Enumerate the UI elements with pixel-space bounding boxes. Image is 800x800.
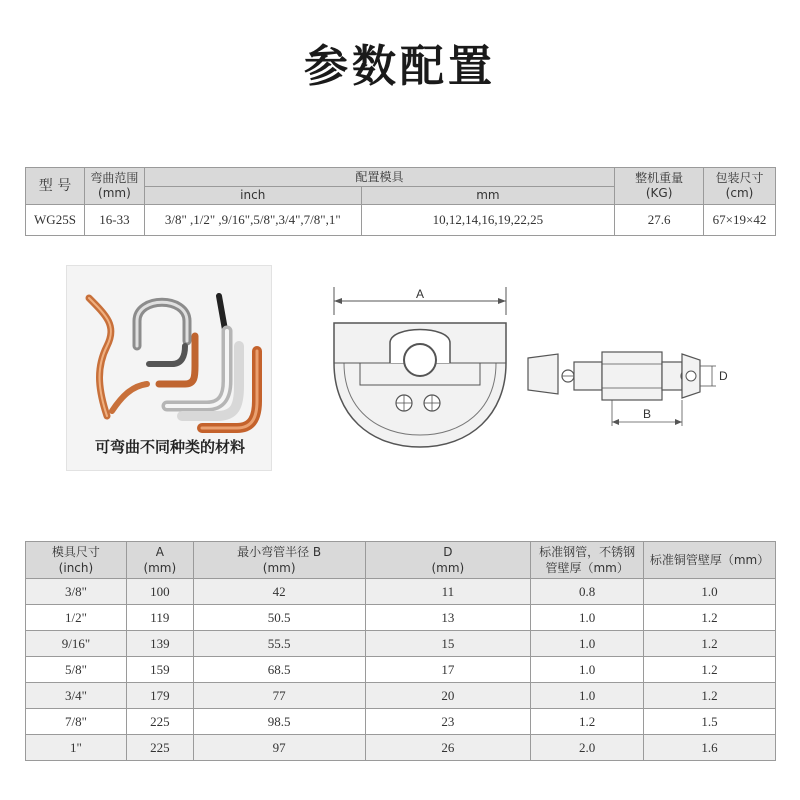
cell-steel-wall: 1.0: [531, 605, 644, 631]
cell-min-radius-b: 97: [193, 735, 365, 761]
cell-a: 159: [126, 657, 193, 683]
table-row: [26, 605, 776, 631]
cell-a: 179: [126, 683, 193, 709]
table-row: [26, 631, 776, 657]
die-front-view-diagram: [320, 285, 520, 455]
cell-package: 67×19×42: [704, 205, 776, 236]
cell-copper-wall: 1.2: [644, 605, 776, 631]
die-table-body: [26, 579, 776, 761]
die-side-view-diagram: [522, 340, 732, 435]
cell-d: 15: [365, 631, 531, 657]
cell-min-radius-b: 98.5: [193, 709, 365, 735]
spec-table: [25, 167, 776, 236]
cell-weight: 27.6: [615, 205, 704, 236]
table-row: [26, 683, 776, 709]
header-min-radius-b: 最小弯管半径 B (mm): [193, 542, 365, 579]
die-size-table: [25, 541, 776, 761]
cell-copper-wall: 1.6: [644, 735, 776, 761]
header-a: A (mm): [126, 542, 193, 579]
cell-min-radius-b: 68.5: [193, 657, 365, 683]
cell-mm: 10,12,14,16,19,22,25: [361, 205, 615, 236]
cell-a: 225: [126, 709, 193, 735]
cell-a: 225: [126, 735, 193, 761]
cell-copper-wall: 1.2: [644, 631, 776, 657]
table-row: [26, 735, 776, 761]
table-row: [26, 579, 776, 605]
header-bend-range: 弯曲范围 (mm): [84, 168, 144, 205]
cell-d: 11: [365, 579, 531, 605]
cell-steel-wall: 0.8: [531, 579, 644, 605]
spec-row: [26, 205, 776, 236]
cell-copper-wall: 1.2: [644, 683, 776, 709]
header-mm: mm: [361, 187, 615, 205]
cell-min-radius-b: 42: [193, 579, 365, 605]
photo-caption: 可弯曲不同种类的材料: [94, 438, 245, 456]
header-dies: 配置模具: [144, 168, 614, 187]
cell-die-size: 3/8": [26, 579, 127, 605]
cell-die-size: 3/4": [26, 683, 127, 709]
cell-d: 13: [365, 605, 531, 631]
header-package: 包装尺寸 (cm): [704, 168, 776, 205]
header-steel-wall: 标准钢管，不锈钢 管壁厚（mm）: [531, 542, 644, 579]
cell-steel-wall: 1.0: [531, 683, 644, 709]
cell-min-radius-b: 55.5: [193, 631, 365, 657]
cell-die-size: 9/16": [26, 631, 127, 657]
cell-die-size: 5/8": [26, 657, 127, 683]
cell-a: 119: [126, 605, 193, 631]
table-row: [26, 709, 776, 735]
header-d: D (mm): [365, 542, 531, 579]
header-inch: inch: [144, 187, 361, 205]
cell-min-radius-b: 50.5: [193, 605, 365, 631]
cell-copper-wall: 1.0: [644, 579, 776, 605]
bent-pipes-photo: [66, 265, 272, 471]
cell-copper-wall: 1.2: [644, 657, 776, 683]
cell-inch: 3/8" ,1/2" ,9/16",5/8",3/4",7/8",1": [144, 205, 361, 236]
cell-a: 139: [126, 631, 193, 657]
die-table-header: [26, 542, 776, 579]
cell-a: 100: [126, 579, 193, 605]
cell-model: WG25S: [26, 205, 85, 236]
cell-die-size: 1/2": [26, 605, 127, 631]
header-die-size: 模具尺寸 (inch): [26, 542, 127, 579]
cell-copper-wall: 1.5: [644, 709, 776, 735]
header-weight: 整机重量 (KG): [615, 168, 704, 205]
dimension-b-label: B: [642, 407, 652, 421]
cell-steel-wall: 1.2: [531, 709, 644, 735]
page-title: 参数配置: [304, 41, 496, 92]
cell-die-size: 7/8": [26, 709, 127, 735]
header-model: 型 号: [26, 168, 85, 205]
cell-min-radius-b: 77: [193, 683, 365, 709]
dimension-d-label: D: [719, 369, 728, 383]
cell-d: 23: [365, 709, 531, 735]
cell-bend-range: 16-33: [84, 205, 144, 236]
cell-d: 20: [365, 683, 531, 709]
cell-steel-wall: 1.0: [531, 657, 644, 683]
dimension-a-label: A: [415, 287, 425, 301]
cell-die-size: 1": [26, 735, 127, 761]
cell-steel-wall: 2.0: [531, 735, 644, 761]
cell-d: 26: [365, 735, 531, 761]
cell-steel-wall: 1.0: [531, 631, 644, 657]
cell-d: 17: [365, 657, 531, 683]
table-row: [26, 657, 776, 683]
header-copper-wall: 标准铜管壁厚（mm）: [644, 542, 776, 579]
